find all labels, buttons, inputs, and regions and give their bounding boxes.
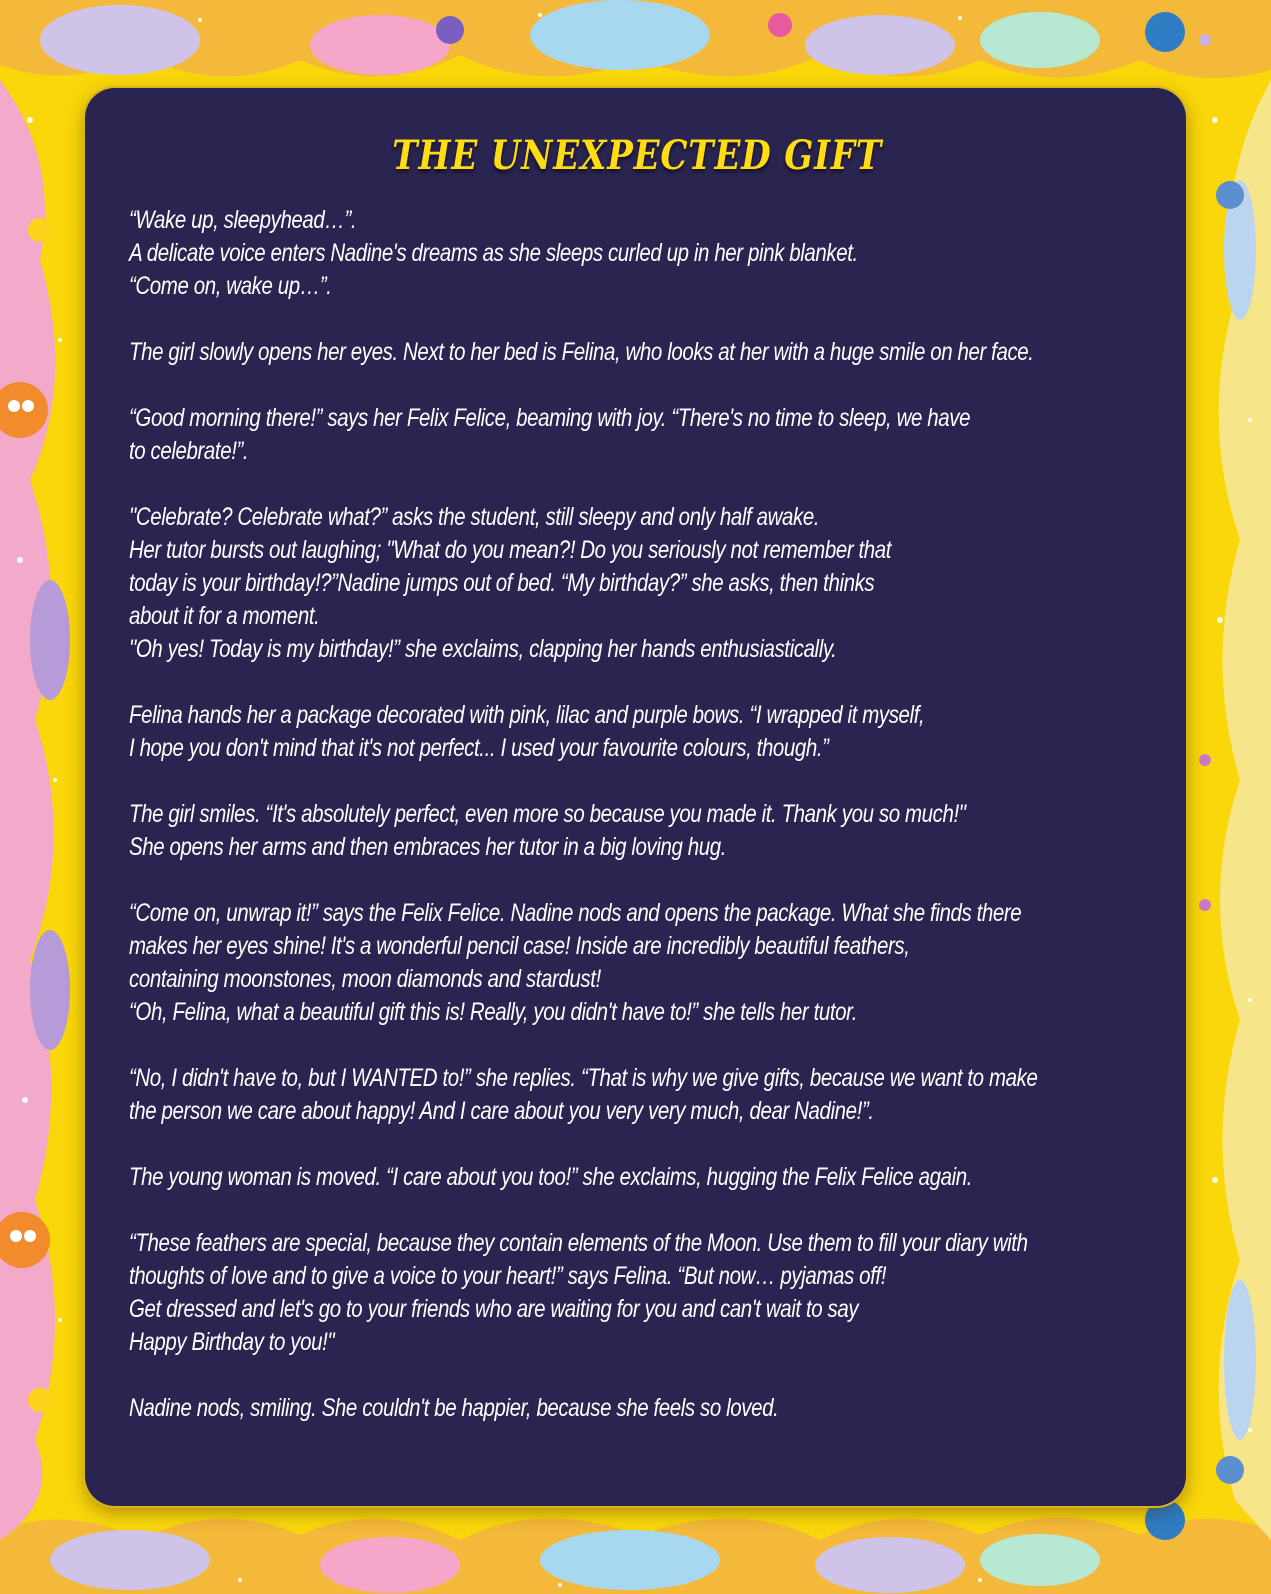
paragraph-gap — [129, 468, 1146, 501]
story-line: "Oh yes! Today is my birthday!” she exclaims, clapping her hands enthusiastically. — [129, 635, 837, 663]
story-line: “Come on, unwrap it!” says the Felix Felice. Nadine nods and opens the package. What she finds there — [129, 899, 1022, 927]
cloud-icon — [50, 1530, 210, 1590]
paragraph-gap — [129, 1029, 1146, 1062]
story-line: “Good morning there!” says her Felix Felice, beaming with joy. “There's no time to sleep, we have — [129, 404, 971, 432]
cloud-icon — [815, 1537, 965, 1593]
story-panel — [85, 88, 1186, 1506]
story-text — [129, 204, 1146, 1425]
story-line: A delicate voice enters Nadine's dreams as she sleeps curled up in her pink blanket. — [129, 239, 858, 267]
paragraph-gap — [129, 765, 1146, 798]
cloud-icon — [540, 1530, 720, 1590]
story-line: “No, I didn't have to, but I WANTED to!” she replies. “That is why we give gifts, because we want to make — [129, 1064, 1038, 1092]
story-title: THE UNEXPECTED GIFT — [392, 132, 883, 179]
story-line: to celebrate!”. — [129, 437, 249, 465]
story-line: The girl slowly opens her eyes. Next to her bed is Felina, who looks at her with a huge smile on her face. — [129, 338, 1034, 366]
story-line: thoughts of love and to give a voice to your heart!” says Felina. “But now… pyjamas off! — [129, 1262, 887, 1290]
cloud-icon — [980, 1534, 1100, 1586]
paragraph-gap — [129, 1194, 1146, 1227]
paragraph-gap — [129, 303, 1146, 336]
story-line: containing moonstones, moon diamonds and stardust! — [129, 965, 601, 993]
story-line: “Wake up, sleepyhead…”. — [129, 206, 357, 234]
story-line: makes her eyes shine! It's a wonderful pencil case! Inside are incredibly beautiful feathers, — [129, 932, 910, 960]
story-line: Her tutor bursts out laughing; "What do you mean?! Do you seriously not remember that — [129, 536, 892, 564]
paragraph-gap — [129, 1128, 1146, 1161]
story-line: "Celebrate? Celebrate what?” asks the student, still sleepy and only half awake. — [129, 503, 820, 531]
star-badge-icon — [1216, 181, 1244, 209]
story-line: Felina hands her a package decorated with pink, lilac and purple bows. “I wrapped it myself, — [129, 701, 925, 729]
story-line: “These feathers are special, because they contain elements of the Moon. Use them to fill your diary with — [129, 1229, 1028, 1257]
story-line: about it for a moment. — [129, 602, 320, 630]
cloud-icon — [310, 15, 450, 75]
story-title-wrap — [129, 132, 1146, 184]
paragraph-gap — [129, 864, 1146, 897]
gem-icon — [768, 13, 792, 37]
paragraph-gap — [129, 369, 1146, 402]
story-line: She opens her arms and then embraces her tutor in a big loving hug. — [129, 833, 727, 861]
paragraph-gap — [129, 1359, 1146, 1392]
paragraph-gap — [129, 666, 1146, 699]
cloud-icon — [530, 0, 710, 70]
story-line: I hope you don't mind that it's not perfect... I used your favourite colours, though.” — [129, 734, 829, 762]
story-line: Happy Birthday to you!" — [129, 1328, 335, 1356]
story-line: The young woman is moved. “I care about you too!” she exclaims, hugging the Felix Felice again. — [129, 1163, 973, 1191]
story-line: the person we care about happy! And I care about you very very much, dear Nadine!”. — [129, 1097, 874, 1125]
cloud-icon — [980, 12, 1100, 68]
story-line: Nadine nods, smiling. She couldn't be happier, because she feels so loved. — [129, 1394, 779, 1422]
cloud-icon — [320, 1537, 460, 1593]
story-line: Get dressed and let's go to your friends who are waiting for you and can't wait to say — [129, 1295, 859, 1323]
top-ornament-band — [0, 0, 1271, 78]
gem-icon — [436, 16, 464, 44]
cloud-icon — [805, 15, 955, 75]
planet-icon — [1145, 1500, 1185, 1540]
story-line: today is your birthday!?”Nadine jumps out of bed. “My birthday?” she asks, then thinks — [129, 569, 875, 597]
story-line: “Come on, wake up…”. — [129, 272, 332, 300]
story-line: The girl smiles. “It's absolutely perfect, even more so because you made it. Thank you so much!" — [129, 800, 966, 828]
star-badge-icon — [1216, 1456, 1244, 1484]
planet-icon — [1145, 12, 1185, 52]
cloud-icon — [40, 5, 200, 75]
story-line: “Oh, Felina, what a beautiful gift this is! Really, you didn't have to!” she tells her tutor. — [129, 998, 858, 1026]
